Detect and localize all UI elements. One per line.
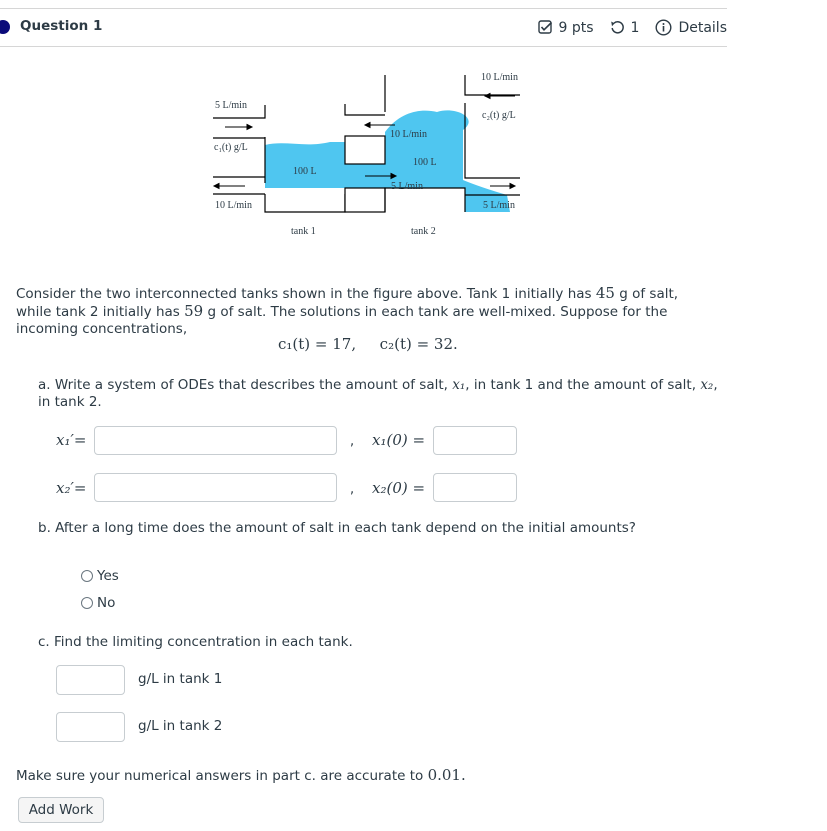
add-work-button[interactable]: Add Work [18,797,104,823]
intro-text-3: g of salt. The solutions in each tank are well-mixed. Suppose for the incoming concentrations, [16,304,668,337]
c2-equation: c₂(t) = 32. [379,335,458,353]
option-no[interactable] [81,595,115,611]
part-a-text-1: a. Write a system of ODEs that describes the amount of salt, [38,377,453,393]
retry-icon[interactable] [610,20,625,35]
radio-yes[interactable] [81,570,93,582]
part-a-prompt [38,377,728,411]
concentration-equations [278,335,458,353]
note-precision: 0.01. [427,766,466,784]
inflow2-concentration: c₂(t) g/L [482,110,516,121]
info-icon[interactable] [655,19,672,36]
points-label: 9 pts [558,19,594,36]
intro-text-1: Consider the two interconnected tanks shown in the figure above. Tank 1 initially has [16,286,596,302]
attempts-count: 1 [630,19,640,36]
details-link[interactable]: Details [678,19,727,36]
tank1-volume: 100 L [293,166,317,177]
tank2-label: tank 2 [411,226,436,237]
note-text: Make sure your numerical answers in part c. are accurate to [16,768,428,784]
tank2-top-pipe [345,104,385,115]
tank1-bottom [265,194,345,212]
question-status-dot [0,20,10,34]
part-a-var-x2: x₂ [700,377,714,393]
tank1-limit-input[interactable] [56,665,125,695]
intro-paragraph [16,285,716,338]
header-top-divider [0,8,727,9]
tanks-figure [205,70,535,249]
water-fill [265,110,510,212]
tank1-initial-salt: 45 [595,284,615,302]
part-a-var-x1: x₁ [452,377,466,393]
lower-pipe-block [345,188,385,212]
tank2-limit-input[interactable] [56,712,125,742]
outflow1-rate: 10 L/min [215,200,252,211]
x1-prime-input[interactable] [94,426,337,455]
tank1-label: tank 1 [291,226,316,237]
tank2-volume: 100 L [413,157,437,168]
part-a-text-3: , in tank 2. [38,377,718,410]
inflow1-concentration: c₁(t) g/L [214,142,248,153]
option-no-label[interactable]: No [97,595,116,611]
arrow-left-icon [214,184,219,189]
pipe-1to2-rate: 5 L/min [391,181,423,192]
x2-prime-input[interactable] [94,473,337,502]
x2-prime-label: x₂′= [56,479,87,497]
intro-text-2: g of salt, while tank 2 initially has [16,286,679,320]
header-bottom-divider [0,46,727,47]
question-meta [538,19,728,36]
x1-prime-label: x₁′= [56,431,87,449]
checkbox-icon [538,20,553,35]
precision-note [16,766,466,784]
tank1-limit-unit: g/L in tank 1 [138,671,223,687]
part-c-prompt: c. Find the limiting concentration in each tank. [38,634,353,650]
part-b-prompt: b. After a long time does the amount of salt in each tank depend on the initial amounts? [38,520,636,536]
radio-no[interactable] [81,597,93,609]
comma-1: , [350,434,355,449]
option-yes-label[interactable]: Yes [97,568,119,584]
tanks-diagram [205,70,535,245]
part-a-text-2: , in tank 1 and the amount of salt, [465,377,701,393]
arrow-left-icon [485,94,490,99]
arrow-right-icon [510,184,515,189]
tank2-initial-salt: 59 [184,302,204,320]
inflow1-rate: 5 L/min [215,100,247,111]
outflow2-rate: 5 L/min [483,200,515,211]
x2-initial-input[interactable] [433,473,517,502]
inflow2-rate: 10 L/min [481,72,518,83]
x1-initial-input[interactable] [433,426,517,455]
c1-equation: c₁(t) = 17, [278,335,357,353]
pipe-2to1-rate: 10 L/min [390,129,427,140]
arrow-right-icon [247,125,252,130]
option-yes[interactable] [81,568,119,584]
comma-2: , [350,482,355,497]
tank2-limit-unit: g/L in tank 2 [138,718,223,734]
question-title: Question 1 [20,18,103,34]
x1-initial-label: x₁(0) = [372,431,426,449]
arrow-left-icon [365,123,370,128]
x2-initial-label: x₂(0) = [372,479,426,497]
upper-pipe-block [345,136,385,164]
